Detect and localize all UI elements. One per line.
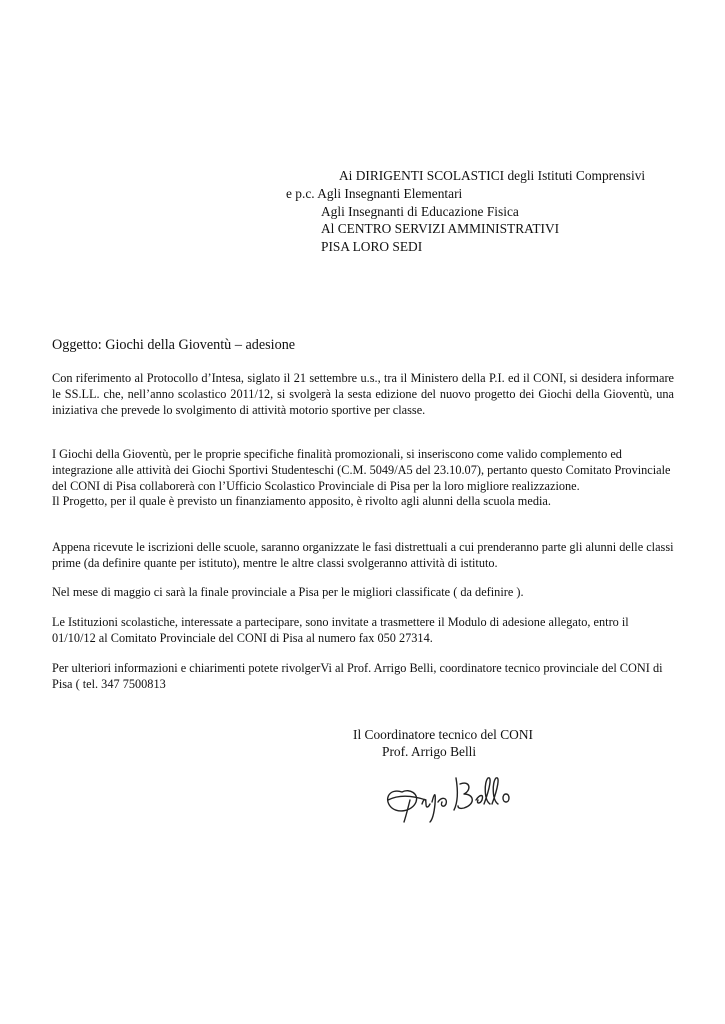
paragraph-2: [52, 447, 674, 510]
paragraph-4: [52, 540, 674, 572]
paragraph-4-text: Appena ricevute le iscrizioni delle scuole, saranno organizzate le fasi distrettuali a cui prenderanno parte gli alunni delle classi prime (da definire quante per istituto), mentre le altre classi svolgeranno attività di istituto.: [52, 540, 674, 570]
closing-role: Il Coordinatore tecnico del CONI: [353, 727, 533, 742]
paragraph-1-text: Con riferimento al Protocollo d’Intesa, siglato il 21 settembre u.s., tra il Ministero della P.I. ed il CONI, si desidera informare le SS.LL. che, nell’anno scolastico 2011/12, si svolgerà la sesta edizione del nuovo progetto dei Giochi della Gioventù, una iniziativa che prevede lo svolgimento di attività motorio sportive per classe.: [52, 371, 674, 417]
paragraph-2-text: I Giochi della Gioventù, per le proprie specifiche finalità promozionali, si inseriscono come valido complemento ed integrazione alle attività dei Giochi Sportivi Studenteschi (C.M. 5049/A5 del 23.10.07), pertanto questo Comitato Provinciale del CONI di Pisa collaborerà con l’Ufficio Scolastico Provinciale di Pisa per la loro migliore realizzazione.: [52, 447, 671, 493]
paragraph-5-text: Nel mese di maggio ci sarà la finale provinciale a Pisa per le migliori classificate ( da definire ).: [52, 585, 524, 599]
recipient-line-2: e p.c. Agli Insegnanti Elementari: [286, 186, 463, 201]
paragraph-6-text: Le Istituzioni scolastiche, interessate a partecipare, sono invitate a trasmettere il Modulo di adesione allegato, entro il 01/10/12 al Comitato Provinciale del CONI di Pisa al numero fax 050 27314.: [52, 615, 629, 645]
paragraph-6: [52, 615, 674, 647]
recipient-line-3: Agli Insegnanti di Educazione Fisica: [321, 204, 519, 219]
closing-name: Prof. Arrigo Belli: [382, 744, 477, 759]
recipient-line-4: Al CENTRO SERVIZI AMMINISTRATIVI: [321, 221, 560, 236]
paragraph-7: [52, 661, 674, 693]
recipient-line-5: PISA LORO SEDI: [321, 239, 423, 254]
paragraph-3-text: Il Progetto, per il quale è previsto un finanziamento apposito, è rivolto agli alunni della scuola media.: [52, 494, 551, 509]
recipient-line-1: Ai DIRIGENTI SCOLASTICI degli Istituti Comprensivi: [339, 168, 646, 183]
handwritten-signature: [380, 764, 530, 826]
paragraph-1: [52, 371, 674, 418]
paragraph-5: [52, 585, 674, 601]
letter-subject: Oggetto: Giochi della Gioventù – adesione: [52, 337, 296, 353]
paragraph-7-text: Per ulteriori informazioni e chiarimenti potete rivolgerVi al Prof. Arrigo Belli, coordinatore tecnico provinciale del CONI di Pisa ( tel. 347 7500813: [52, 661, 663, 691]
